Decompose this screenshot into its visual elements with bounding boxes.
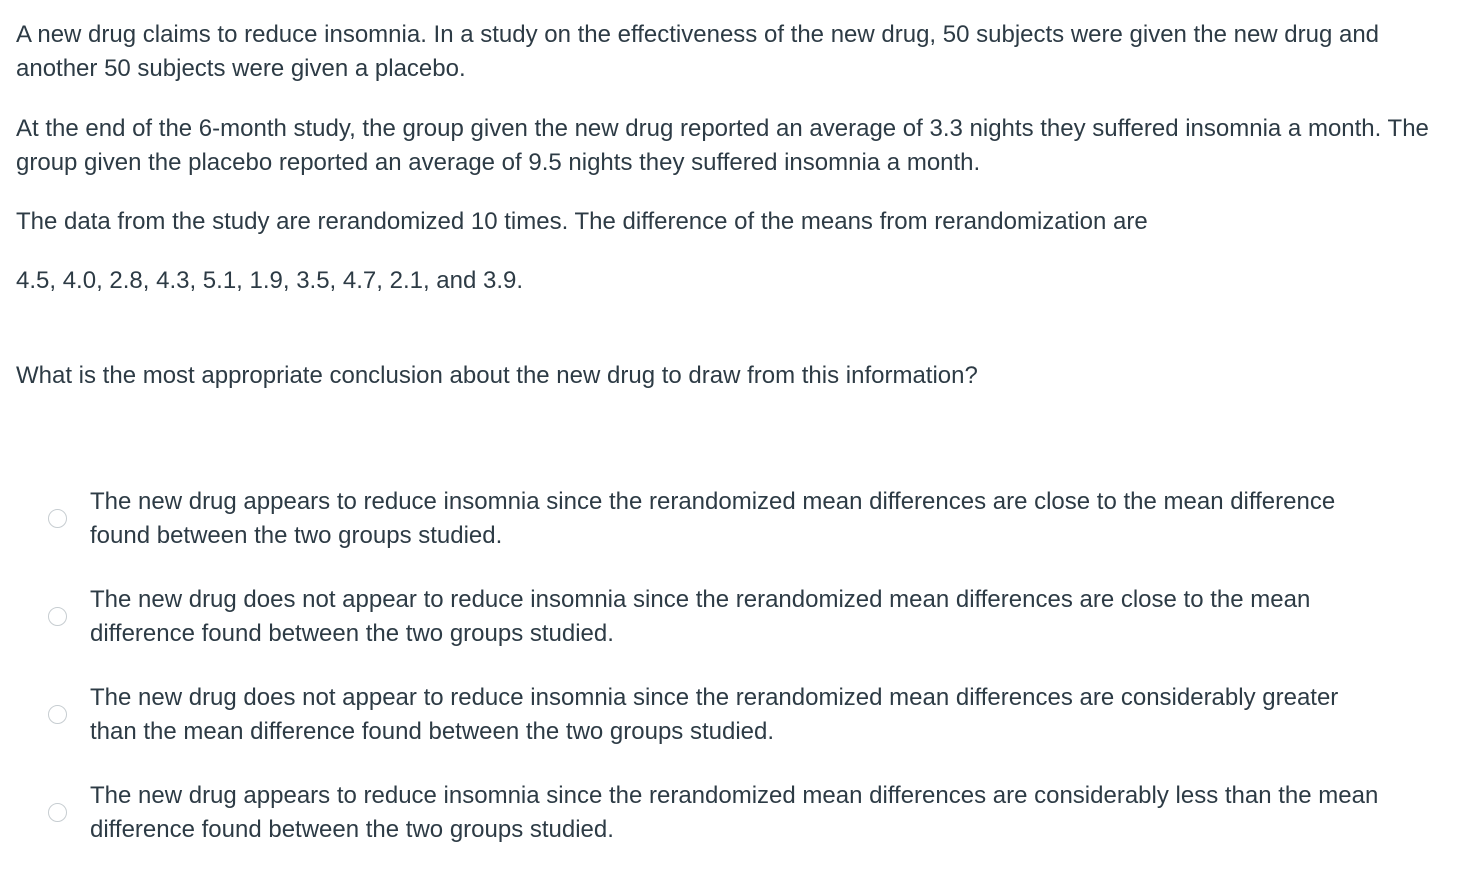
- answer-option-3[interactable]: [0, 681, 1476, 771]
- radio-button[interactable]: [48, 509, 67, 528]
- question-prompt: What is the most appropriate conclusion about the new drug to draw from this information?: [16, 362, 978, 389]
- question-paragraph: A new drug claims to reduce insomnia. In a study on the effectiveness of the new drug, 50 subjects were given the new drug and another 50 subjects were given a placebo.: [16, 21, 1380, 82]
- answer-option-4[interactable]: [0, 779, 1476, 869]
- radio-button[interactable]: [48, 607, 67, 626]
- answer-label[interactable]: The new drug appears to reduce insomnia since the rerandomized mean differences are considerably less than the mean difference found between the two groups studied.: [90, 782, 1379, 843]
- rerandomized-values: 4.5, 4.0, 2.8, 4.3, 5.1, 1.9, 3.5, 4.7, 2.1, and 3.9.: [16, 267, 524, 294]
- answer-label[interactable]: The new drug does not appear to reduce insomnia since the rerandomized mean differences are considerably greater than the mean difference found between the two groups studied.: [90, 684, 1339, 745]
- answer-label[interactable]: The new drug appears to reduce insomnia since the rerandomized mean differences are close to the mean difference found between the two groups studied.: [90, 488, 1336, 549]
- answer-option-2[interactable]: [0, 583, 1476, 673]
- answer-label[interactable]: The new drug does not appear to reduce insomnia since the rerandomized mean differences are close to the mean difference found between the two groups studied.: [90, 586, 1311, 647]
- question-paragraph: The data from the study are rerandomized 10 times. The difference of the means from rerandomization are: [16, 208, 1148, 235]
- question-paragraph: At the end of the 6-month study, the group given the new drug reported an average of 3.3 nights they suffered insomnia a month. The group given the placebo reported an average of 9.5 nights they suffered insomnia a month.: [16, 115, 1429, 176]
- radio-button[interactable]: [48, 705, 67, 724]
- radio-button[interactable]: [48, 803, 67, 822]
- answer-option-1[interactable]: [0, 485, 1476, 575]
